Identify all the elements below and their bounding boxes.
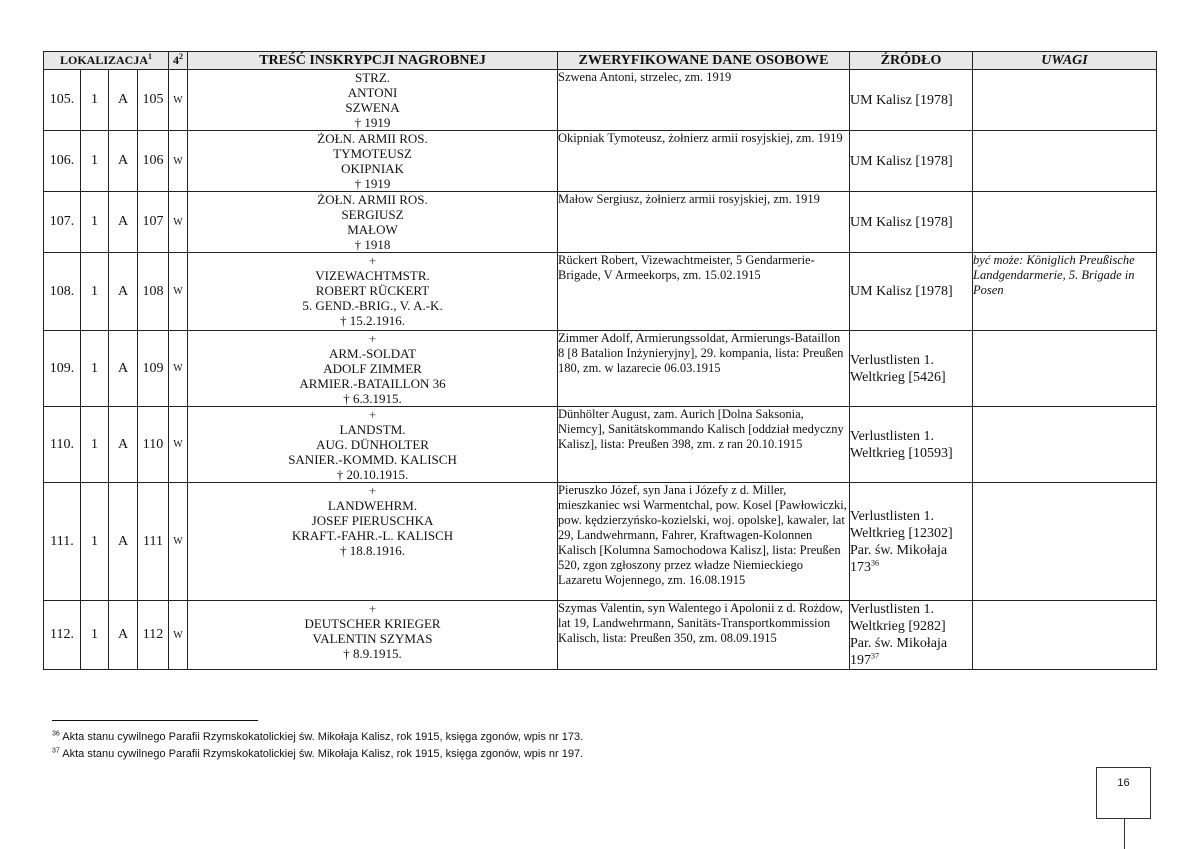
header-lokalizacja: LOKALIZACJA$^1$ — [44, 52, 169, 70]
footnote: $^{36}$ Akta stanu cywilnego Parafii Rzymskokatolickiej św. Mikołaja Kalisz, rok 1915, księga zgonów, wpis nr 173. — [52, 730, 584, 743]
notes-cell — [973, 331, 1157, 407]
source-line: $173^{36}$ — [850, 557, 880, 575]
inscription-line: SZWENA — [345, 100, 400, 115]
verified-data: Dünhölter August, zam. Aurich [Dolna Saksonia, Niemcy], Sanitätskommando Kalisch [oddział medyczny Kalisz], lista: Preußen 398, zm. z ran 20.10.1915 — [558, 407, 850, 483]
sektor: A — [109, 131, 138, 192]
footnote-separator — [52, 720, 258, 721]
notes-cell — [973, 483, 1157, 601]
kwatera: 1 — [81, 131, 109, 192]
header-zrodlo: ŹRÓDŁO — [850, 52, 973, 70]
source-line: Weltkrieg [12302] — [850, 525, 953, 541]
table-row — [44, 131, 1157, 192]
grave-number: 110 — [138, 407, 169, 483]
source-line: Par. św. Mikołaja — [850, 542, 948, 558]
inscription-line: TYMOTEUSZ — [333, 146, 412, 161]
table-row — [44, 483, 1157, 601]
header-uwagi: UWAGI — [973, 52, 1157, 70]
inscription-cell — [188, 407, 558, 483]
header-tresc: TREŚĆ INSKRYPCJI NAGROBNEJ — [188, 52, 558, 70]
source-cell — [850, 407, 973, 483]
source-line: Weltkrieg [5426] — [850, 369, 946, 385]
cross-symbol: + — [368, 483, 377, 498]
grave-number: 108 — [138, 253, 169, 331]
cross-symbol: + — [368, 331, 377, 346]
source-line: UM Kalisz [1978] — [850, 92, 953, 108]
inscription-line: † 6.3.1915. — [343, 391, 402, 406]
table-header-row — [44, 52, 1157, 70]
row-number: 107. — [44, 192, 81, 253]
inscription-line: VALENTIN SZYMAS — [312, 631, 433, 646]
wpis-type: W — [169, 192, 188, 253]
inscription-line: † 1918 — [354, 237, 391, 252]
inscription-line: LANDSTM. — [339, 422, 406, 437]
page-number-tail — [1124, 818, 1125, 849]
wpis-type: W — [169, 70, 188, 131]
footnote: $^{37}$ Akta stanu cywilnego Parafii Rzymskokatolickiej św. Mikołaja Kalisz, rok 1915, księga zgonów, wpis nr 197. — [52, 747, 584, 760]
source-cell — [850, 192, 973, 253]
inscription-line: VIZEWACHTMSTR. — [315, 268, 430, 283]
row-number: 105. — [44, 70, 81, 131]
kwatera: 1 — [81, 601, 109, 670]
sektor: A — [109, 601, 138, 670]
footnote-ref: 36 — [871, 557, 880, 567]
notes-cell — [973, 407, 1157, 483]
inscription-line: ROBERT RÜCKERT — [315, 283, 430, 298]
kwatera: 1 — [81, 483, 109, 601]
kwatera: 1 — [81, 192, 109, 253]
grave-number: 106 — [138, 131, 169, 192]
inscription-line: STRZ. — [354, 70, 391, 85]
inscription-cell — [188, 70, 558, 131]
grave-number: 112 — [138, 601, 169, 670]
inscription-line: KRAFT.-FAHR.-L. KALISCH — [291, 528, 454, 543]
table-row — [44, 331, 1157, 407]
wpis-type: W — [169, 131, 188, 192]
sektor: A — [109, 192, 138, 253]
grave-number: 111 — [138, 483, 169, 601]
inscription-line: † 18.8.1916. — [340, 543, 406, 558]
footnotes — [52, 729, 583, 763]
inscription-line: † 1919 — [354, 115, 391, 130]
source-line: UM Kalisz [1978] — [850, 153, 953, 169]
source-line: $197^{37}$ — [850, 651, 880, 668]
verified-data: Okipniak Tymoteusz, żołnierz armii rosyjskiej, zm. 1919 — [558, 131, 850, 192]
row-number: 106. — [44, 131, 81, 192]
source-line: Verlustlisten 1. — [850, 428, 935, 444]
inscription-line: ŻOŁN. ARMII ROS. — [317, 131, 428, 146]
sektor: A — [109, 331, 138, 407]
header-wpis: $4^2$ — [169, 52, 188, 70]
cross-symbol: + — [368, 407, 377, 422]
inscription-line: ARMIER.-BATAILLON 36 — [299, 376, 446, 391]
notes-cell: być może: Königlich Preußische Landgendarmerie, 5. Brigade in Posen — [973, 253, 1157, 331]
row-number: 109. — [44, 331, 81, 407]
table-row — [44, 70, 1157, 131]
verified-data: Małow Sergiusz, żołnierz armii rosyjskiej, zm. 1919 — [558, 192, 850, 253]
table-row — [44, 192, 1157, 253]
wpis-type: W — [169, 601, 188, 670]
row-number: 112. — [44, 601, 81, 670]
verified-data: Szwena Antoni, strzelec, zm. 1919 — [558, 70, 850, 131]
notes-cell — [973, 131, 1157, 192]
inscription-line: OKIPNIAK — [341, 161, 404, 176]
source-cell — [850, 253, 973, 331]
wpis-type: W — [169, 483, 188, 601]
inscription-cell — [188, 601, 558, 670]
wpis-type: W — [169, 253, 188, 331]
source-line: Weltkrieg [10593] — [850, 445, 953, 461]
inscription-line: SERGIUSZ — [341, 207, 404, 222]
inscription-cell — [188, 253, 558, 331]
inscription-line: † 20.10.1915. — [336, 467, 409, 482]
inscription-line: ANTONI — [347, 85, 398, 100]
inscription-line: ŻOŁN. ARMII ROS. — [317, 192, 428, 207]
verified-data: Rückert Robert, Vizewachtmeister, 5 Gendarmerie-Brigade, V Armeekorps, zm. 15.02.1915 — [558, 253, 850, 331]
inscription-line: AUG. DÜNHOLTER — [316, 437, 429, 452]
verified-data: Zimmer Adolf, Armierungssoldat, Armierungs-Bataillon 8 [8 Batalion Inżynieryjny], 29. kompania, lista: Preußen 180, zm. w lazarecie 06.03.1915 — [558, 331, 850, 407]
table-row — [44, 601, 1157, 670]
source-line: Verlustlisten 1. — [850, 602, 935, 617]
inscription-line: MAŁOW — [347, 222, 398, 237]
row-number: 111. — [44, 483, 81, 601]
row-number: 110. — [44, 407, 81, 483]
verified-data: Szymas Valentin, syn Walentego i Apolonii z d. Rożdow, lat 19, Landwehrmann, Sanitäts-Transportkommission Kalisch, lista: Preußen 350, zm. 08.09.1915 — [558, 601, 850, 670]
inscription-line: ARM.-SOLDAT — [328, 346, 417, 361]
cross-symbol: + — [368, 601, 377, 616]
wpis-type: W — [169, 407, 188, 483]
source-cell — [850, 483, 973, 601]
source-line: Par. św. Mikołaja — [850, 636, 948, 651]
burial-register-table — [43, 51, 1157, 670]
cross-symbol: + — [368, 253, 377, 268]
inscription-line: SANIER.-KOMMD. KALISCH — [288, 452, 457, 467]
inscription-line: † 1919 — [354, 176, 391, 191]
sektor: A — [109, 407, 138, 483]
page-number: 16 — [1096, 767, 1151, 819]
inscription-line: DEUTSCHER KRIEGER — [304, 616, 441, 631]
kwatera: 1 — [81, 70, 109, 131]
inscription-line: ADOLF ZIMMER — [323, 361, 422, 376]
source-line: Verlustlisten 1. — [850, 352, 935, 368]
source-cell — [850, 331, 973, 407]
grave-number: 105 — [138, 70, 169, 131]
source-line: UM Kalisz [1978] — [850, 214, 953, 230]
kwatera: 1 — [81, 253, 109, 331]
table-row — [44, 407, 1157, 483]
notes-cell — [973, 192, 1157, 253]
inscription-line: † 8.9.1915. — [343, 646, 402, 661]
source-line: Weltkrieg [9282] — [850, 619, 946, 634]
notes-cell — [973, 70, 1157, 131]
grave-number: 107 — [138, 192, 169, 253]
footnote-ref: 37 — [871, 651, 880, 661]
inscription-line: † 15.2.1916. — [340, 313, 406, 328]
sektor: A — [109, 483, 138, 601]
grave-number: 109 — [138, 331, 169, 407]
source-cell — [850, 131, 973, 192]
inscription-line: 5. GEND.-BRIG., V. A.-K. — [302, 298, 443, 313]
sektor: A — [109, 70, 138, 131]
kwatera: 1 — [81, 331, 109, 407]
source-line: Verlustlisten 1. — [850, 508, 935, 524]
kwatera: 1 — [81, 407, 109, 483]
header-dane: ZWERYFIKOWANE DANE OSOBOWE — [558, 52, 850, 70]
inscription-cell — [188, 331, 558, 407]
wpis-type: W — [169, 331, 188, 407]
verified-data: Pieruszko Józef, syn Jana i Józefy z d. Miller, mieszkaniec wsi Warmentchal, pow. Kosel [Pawłowiczki, pow. kędzierzyńsko-kozielski, woj. opolske], kawaler, lat 29, Landwehrmann, Fahrer, Kraftwagen-Kolonnen Kalisch [Kolumna Samochodowa Kalisz], lista: Preußen 520, zgon zgłoszony przez władze Niemieckiego Lazaretu Wojennego, zm. 16.08.1915 — [558, 483, 850, 601]
table-row — [44, 253, 1157, 331]
inscription-cell — [188, 131, 558, 192]
row-number: 108. — [44, 253, 81, 331]
source-cell — [850, 70, 973, 131]
inscription-cell — [188, 483, 558, 601]
inscription-line: JOSEF PIERUSCHKA — [311, 513, 434, 528]
table-body — [44, 70, 1157, 670]
source-cell — [850, 601, 973, 670]
inscription-cell — [188, 192, 558, 253]
source-line: UM Kalisz [1978] — [850, 284, 953, 299]
inscription-line: LANDWEHRM. — [327, 498, 418, 513]
notes-cell — [973, 601, 1157, 670]
sektor: A — [109, 253, 138, 331]
